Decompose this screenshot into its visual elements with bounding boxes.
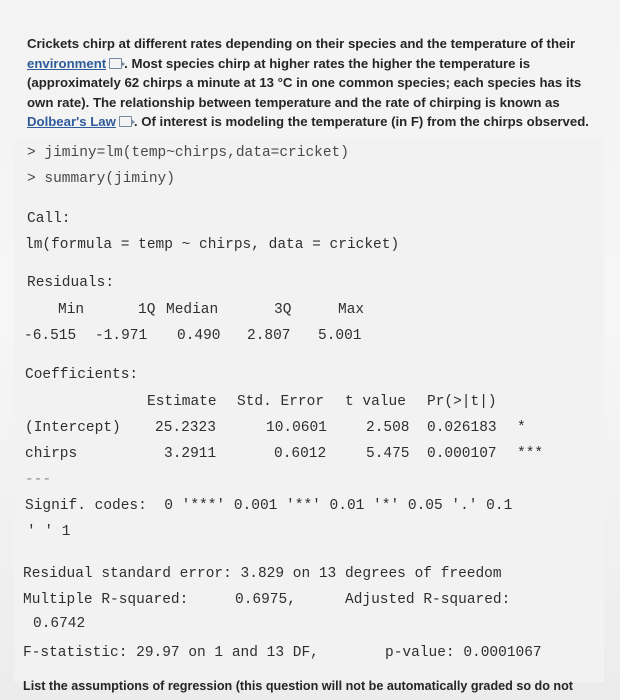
r-command-lm: > jiminy=lm(temp~chirps,data=cricket)	[27, 145, 349, 161]
call-label: Call:	[27, 211, 71, 227]
coef-row-pvalue: 0.000107	[427, 446, 497, 462]
residuals-value-3q: 2.807	[247, 328, 291, 344]
multiple-r2-label: Multiple R-squared:	[23, 592, 189, 608]
call-value: lm(formula = temp ~ chirps, data = cricket)	[25, 237, 400, 253]
adjusted-r2-value: 0.6742	[33, 616, 86, 632]
environment-link[interactable]: environment	[27, 55, 107, 71]
residuals-header-max: Max	[338, 302, 365, 318]
signif-codes-line1: Signif. codes: 0 '***' 0.001 '**' 0.01 '*' 0.05 '.' 0.1	[25, 498, 513, 514]
residuals-header-min: Min	[58, 302, 85, 318]
residuals-value-median: 0.490	[177, 328, 221, 344]
separator: ---	[25, 472, 52, 488]
coef-row-estimate: 25.2323	[155, 420, 216, 436]
coefficients-label: Coefficients:	[25, 367, 139, 383]
residuals-value-1q: -1.971	[95, 328, 148, 344]
residuals-header-1q: 1Q	[138, 302, 156, 318]
external-link-icon[interactable]	[119, 116, 132, 127]
coef-row-stderror: 0.6012	[274, 446, 327, 462]
coef-row-name: chirps	[25, 446, 78, 462]
coef-row-signif: ***	[517, 446, 544, 462]
adjusted-r2-label: Adjusted R-squared:	[345, 592, 511, 608]
residuals-header-3q: 3Q	[274, 302, 292, 318]
r-command-summary: > summary(jiminy)	[27, 171, 175, 187]
question-prompt: List the assumptions of regression (this question will not be automatically graded so do not	[23, 679, 573, 693]
coef-header-estimate: Estimate	[147, 394, 217, 410]
intro-text-3: . Of interest is modeling the temperature (in F) from the chirps observed.	[133, 114, 589, 130]
signif-codes-line2: ' ' 1	[27, 524, 71, 540]
dolbears-law-link[interactable]: Dolbear's Law	[27, 114, 116, 130]
residuals-label: Residuals:	[27, 275, 115, 291]
coef-row-tvalue: 2.508	[366, 420, 410, 436]
coef-row-signif: *	[517, 420, 526, 436]
f-statistic: F-statistic: 29.97 on 1 and 13 DF,	[23, 645, 319, 661]
residuals-value-min: -6.515	[24, 328, 77, 344]
intro-text-2: . Most species chirp at higher rates the higher the temperature is (approximately 62 chirps a minute at 13 °C in one common species; each species has its own rate). The relationship between temperature and the rate of chirping is known as	[27, 55, 582, 110]
intro-text-1: Crickets chirp at different rates depending on their species and the temperature of their	[27, 36, 576, 51]
coef-row-name: (Intercept)	[25, 420, 121, 436]
coef-row-estimate: 3.2911	[164, 446, 217, 462]
coef-header-tvalue: t value	[345, 394, 406, 410]
coef-header-stderror: Std. Error	[237, 394, 325, 410]
coef-row-tvalue: 5.475	[366, 446, 410, 462]
coef-row-pvalue: 0.026183	[427, 420, 497, 436]
coef-header-pvalue: Pr(>|t|)	[427, 394, 497, 410]
residuals-header-median: Median	[166, 302, 219, 318]
residuals-value-max: 5.001	[318, 328, 362, 344]
multiple-r2-value: 0.6975,	[235, 592, 296, 608]
model-p-value: p-value: 0.0001067	[385, 645, 542, 661]
question-text	[27, 34, 597, 132]
coef-row-stderror: 10.0601	[266, 420, 327, 436]
residual-standard-error: Residual standard error: 3.829 on 13 degrees of freedom	[23, 566, 502, 582]
external-link-icon[interactable]	[109, 58, 122, 69]
